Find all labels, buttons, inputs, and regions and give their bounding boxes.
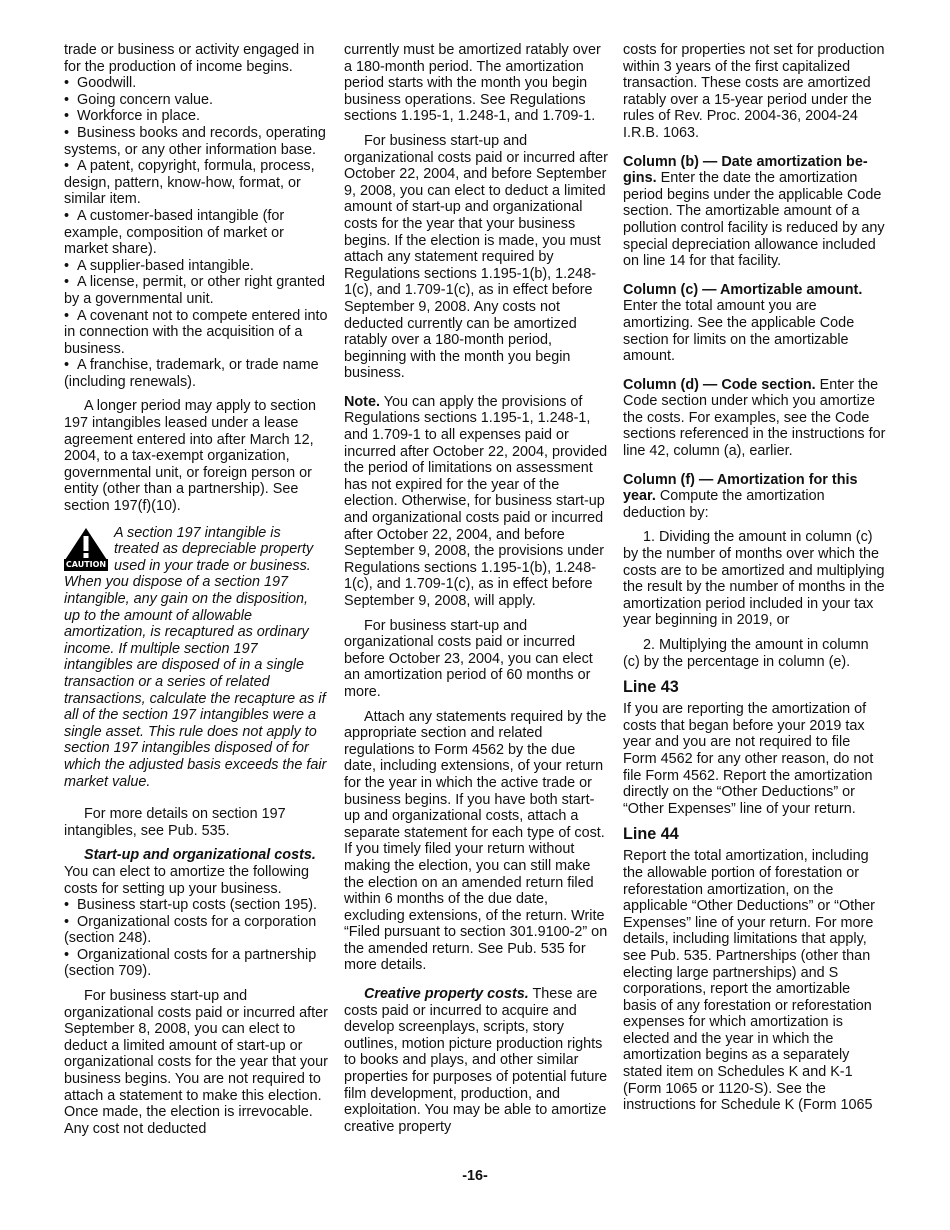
column-c-heading: Column (c) — Amortizable amount. (623, 281, 863, 298)
continued-paragraph: costs for properties not set for production within 3 years of the first capitalized transaction. These costs are amortized ratably over a 15-year period under the rules of Rev. Proc. 2004-36, 2004-24 I.R.B. 1063. (623, 42, 885, 141)
caution-icon (64, 527, 108, 571)
list-item: • Going concern value. (64, 92, 328, 109)
column-f-heading: Column (f) — Amortization for this year. (623, 471, 858, 505)
list-item: • A customer-based intangible (for example, composition of market or market share). (64, 208, 328, 258)
list-item: • A franchise, trademark, or trade name (including renewals). (64, 357, 328, 390)
line-44-heading: Line 44 (623, 825, 679, 844)
between-dates-paragraph: For business start-up and organizational costs paid or incurred after October 22, 2004, and before September 9, 2008, you can elect to deduct a limited amount of start-up and organizational costs for the year that your business begins. If the election is made, you must attach any statement required by Regulations sections 1.195-1(b), 1.248-1(c), and 1.709-1(c), as in effect before September 9, 2008. Any costs not deducted currently can be amortized ratably over a 180-month period, beginning with the month you begin business. (344, 132, 608, 382)
column-3 (623, 42, 887, 1114)
list-item: • A covenant not to compete entered into in connection with the acquisition of a business. (64, 308, 328, 358)
creative-text: These are costs paid or incurred to acquire and develop screenplays, scripts, story outlines, motion picture production rights to books and plays, and other similar properties for purposes of potential future film development, production, and exploitation. You may be able to amortize creative property (344, 986, 608, 1135)
step-1: 1. Dividing the amount in column (c) by the number of months over which the costs are to be amortized and multiplying the result by the number of months in the amortization period included in your tax year beginning in 2019, or (623, 529, 885, 629)
column-2 (344, 42, 608, 1135)
line-43-text: If you are reporting the amortization of costs that began before your 2019 tax year and you are not required to file Form 4562 for any other reason, do not file Form 4562. Report the amortization directly on the “Other Deductions” or “Other Expenses” line of your return. (623, 701, 874, 817)
list-item: • Workforce in place. (64, 108, 328, 125)
caution-note (64, 525, 328, 791)
step-2: 2. Multiplying the amount in column (c) by the percentage in column (e). (623, 637, 869, 670)
creative-heading: Creative property costs. (364, 986, 529, 1003)
column-c-paragraph (623, 282, 887, 365)
note-label: Note. (344, 393, 380, 410)
list-item: • A license, permit, or other right granted by a governmental unit. (64, 274, 328, 307)
column-d-text: Enter the Code section under which you amortize the costs. For examples, see the Code sections referenced in the instructions for line 42, column (a), earlier. (623, 376, 886, 460)
creative-paragraph (344, 986, 608, 1135)
startup-paragraph (64, 847, 328, 897)
intro-continued: trade or business or activity engaged in for the production of income begins. (64, 42, 315, 75)
column-b-text: Enter the date the amortization period begins under the applicable Code section. The amortizable amount of a pollution control facility is reduced by any special depreciation allowance included on line 14 for that facility. (623, 170, 885, 270)
note-text: You can apply the provisions of Regulations sections 1.195-1, 1.248-1, and 1.709-1 to all expenses paid or incurred after October 22, 2004, provided the period of limitations on assessment has not expired for the year of the election. Otherwise, for business start-up and organizational costs paid or incurred after October 22, 2004, and before September 9, 2008, the provisions under Regulations sections 1.195-1(b), 1.248-1(c), and 1.709-1(c), as in effect before September 9, 2008, will apply. (344, 393, 608, 609)
list-item: • A supplier-based intangible. (64, 258, 328, 275)
page-number: -16- (462, 1168, 488, 1184)
line-43-heading: Line 43 (623, 678, 679, 697)
note-paragraph (344, 394, 608, 610)
list-item: • Organizational costs for a partnership (section 709). (64, 947, 328, 980)
column-f-text: Compute the amortization deduction by: (623, 488, 825, 521)
column-d-heading: Column (d) — Code section. (623, 376, 816, 393)
column-b-paragraph (623, 154, 887, 270)
caution-label: CAUTION (65, 559, 107, 569)
column-f-paragraph (623, 472, 887, 522)
longer-period-paragraph: A longer period may apply to section 197 intangibles leased under a lease agreement entered into after March 12, 2004, to a tax-exempt organization, governmental unit, or foreign person or entity (other than a partnership). See section 197(f)(10). (64, 398, 316, 515)
column-c-text: Enter the total amount you are amortizing. See the applicable Code section for limits on the amortizable amount. (623, 298, 855, 365)
startup-heading: Start-up and organizational costs. (84, 847, 316, 864)
more-details-paragraph: For more details on section 197 intangibles, see Pub. 535. (64, 806, 286, 839)
list-item: • Business books and records, operating systems, or any other information base. (64, 125, 328, 158)
startup-text: You can elect to amortize the following costs for setting up your business. (64, 863, 310, 897)
list-item: • Organizational costs for a corporation (section 248). (64, 914, 328, 947)
before-2004-paragraph: For business start-up and organizational costs paid or incurred before October 23, 2004, you can elect an amortization period of 60 months or more. (344, 617, 593, 700)
column-b-heading: Column (b) — Date amortization be-gins. (623, 153, 868, 187)
list-item: • Goodwill. (64, 75, 328, 92)
list-item: • Business start-up costs (section 195). (64, 897, 328, 914)
line-44-text: Report the total amortization, including the allowable portion of forestation or reforestation amortization, on the applicable “Other Deductions” or “Other Expenses” line of your return. For more details, including limitations that apply, see Pub. 535. Partnerships (other than electing large partnerships) and S corporations, report the amortizable basis of any forestation or reforestation expenses for which amortization is elected and the year in which the amortization begins as a separately stated item on Schedules K and K-1 (Form 1065 or 1120-S). See the instructions for Schedule K (Form 1065 (623, 848, 875, 1114)
column-d-paragraph (623, 377, 887, 460)
attach-paragraph: Attach any statements required by the appropriate section and related regulations to Form 4562 by the due date, including extensions, of your return for the year in which the active trade or business begins. If you have both start-up and organizational costs, attach a separate statement for each type of cost. If you timely filed your return without making the election, you can still make the election on an amended return filed within 6 months of the due date, excluding extensions, of the return. Write “Filed pursuant to section 301.9100-2” on the amended return. See Pub. 535 for more details. (344, 708, 608, 974)
continued-paragraph: currently must be amortized ratably over a 180-month period. The amortization period starts with the month you begin business operations. See Regulations sections 1.195-1, 1.248-1, and 1.709-1. (344, 42, 601, 125)
caution-text: A section 197 intangible is treated as depreciable property used in your trade or business. When you dispose of a section 197 intangible, any gain on the disposition, up to the amount of allowable amortization, is recaptured as ordinary income. If multiple section 197 intangibles are disposed of in a single transaction or a series of related transactions, calculate the recapture as if all of the section 197 intangibles were a single asset. This rule does not apply to section 197 intangibles disposed of for which the adjusted basis exceeds the fair market value. (64, 524, 327, 790)
list-item: • A patent, copyright, formula, process, design, pattern, know-how, format, or similar item. (64, 158, 328, 208)
column-1 (64, 42, 328, 1137)
after-2008-paragraph: For business start-up and organizational costs paid or incurred after September 8, 2008, you can elect to deduct a limited amount of start-up or organizational costs for the year that your business begins. You are not required to attach a statement to make this election. Once made, the election is irrevocable. Any cost not deducted (64, 988, 328, 1137)
